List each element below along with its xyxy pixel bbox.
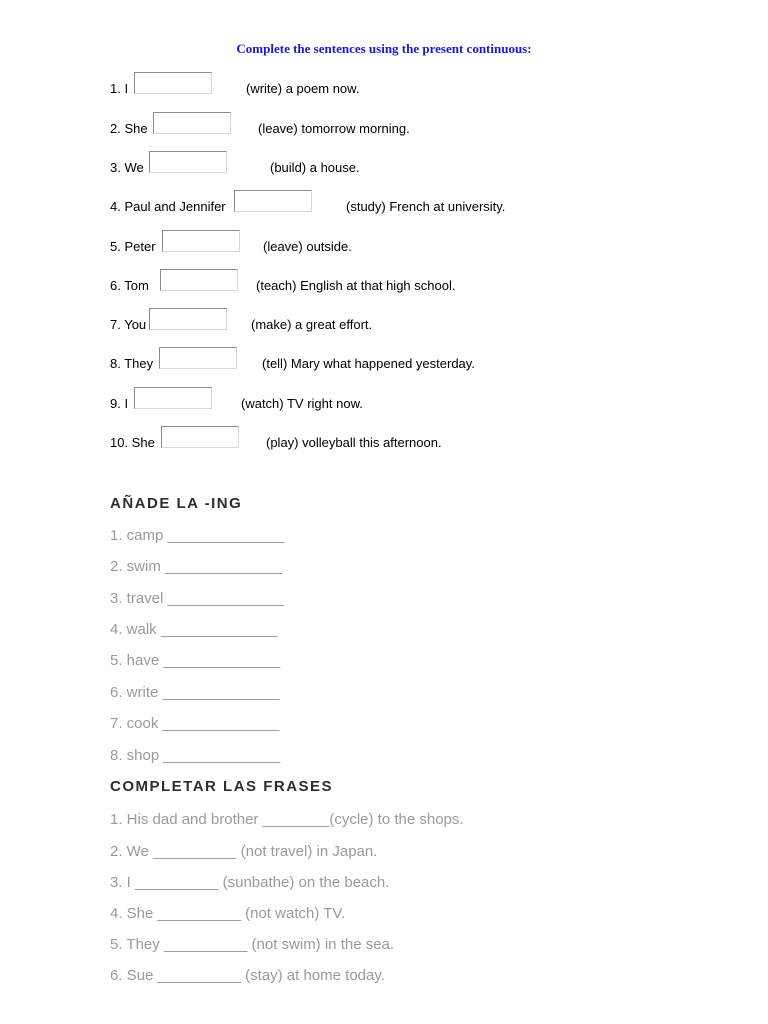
exercise1-suffix: (play) volleyball this afternoon. [266,435,442,450]
exercise1-prefix: 3. We [110,160,144,175]
exercise1-suffix: (leave) tomorrow morning. [258,121,410,136]
exercise1-item-4 [110,199,506,214]
exercise1-item-10 [110,435,442,450]
ing-item-1: 1. camp ______________ [110,527,285,544]
exercise1-suffix: (build) a house. [270,160,360,175]
ing-item-5: 5. have ______________ [110,652,281,669]
exercise1-suffix: (write) a poem now. [246,81,360,96]
sentence-item-6: 6. Sue __________ (stay) at home today. [110,967,385,984]
exercise1-item-6 [110,278,456,293]
worksheet-title: Complete the sentences using the present continuous: [236,41,532,56]
answer-input-3[interactable] [149,151,227,173]
exercise1-item-7 [110,317,373,332]
exercise1-prefix: 8. They [110,356,154,371]
exercise1-prefix: 10. She [110,435,155,450]
exercise1-suffix: (teach) English at that high school. [256,278,456,293]
exercise1-prefix: 9. I [110,396,129,411]
sentence-item-2: 2. We __________ (not travel) in Japan. [110,843,378,860]
exercise1-prefix: 1. I [110,81,129,96]
exercise1-item-9 [110,396,363,411]
sentence-item-3: 3. I __________ (sunbathe) on the beach. [110,874,390,891]
sentence-item-1: 1. His dad and brother ________(cycle) to the shops. [110,811,464,828]
answer-input-2[interactable] [153,112,231,134]
exercise1-suffix: (watch) TV right now. [241,396,363,411]
ing-item-6: 6. write ______________ [110,684,280,701]
section3-heading: COMPLETAR LAS FRASES [110,778,334,795]
exercise1-prefix: 7. You [110,317,147,332]
ing-item-2: 2. swim ______________ [110,558,282,575]
ing-item-8: 8. shop ______________ [110,747,281,764]
exercise1-prefix: 4. Paul and Jennifer [110,199,226,214]
answer-input-5[interactable] [162,230,240,252]
exercise1-item-5 [110,239,352,254]
answer-input-4[interactable] [234,190,312,212]
exercise1-item-3 [110,160,360,175]
sentence-item-5: 5. They __________ (not swim) in the sea. [110,936,395,953]
answer-input-9[interactable] [134,387,212,409]
exercise1-suffix: (make) a great effort. [251,317,373,332]
ing-item-3: 3. travel ______________ [110,590,285,607]
answer-input-6[interactable] [160,269,238,291]
exercise1-item-1 [110,81,360,96]
answer-input-8[interactable] [159,347,237,369]
sentence-item-4: 4. She __________ (not watch) TV. [110,905,346,922]
exercise1-prefix: 2. She [110,121,148,136]
ing-item-7: 7. cook ______________ [110,715,280,732]
exercise1-prefix: 5. Peter [110,239,156,254]
exercise1-item-2 [110,121,410,136]
answer-input-7[interactable] [149,308,227,330]
exercise1-item-8 [110,356,475,371]
exercise1-suffix: (tell) Mary what happened yesterday. [262,356,475,371]
exercise1-suffix: (leave) outside. [263,239,352,254]
answer-input-10[interactable] [161,426,239,448]
exercise1-prefix: 6. Tom [110,278,149,293]
section2-heading: AÑADE LA -ING [110,495,243,512]
answer-input-1[interactable] [134,72,212,94]
ing-item-4: 4. walk ______________ [110,621,278,638]
exercise1-suffix: (study) French at university. [346,199,506,214]
